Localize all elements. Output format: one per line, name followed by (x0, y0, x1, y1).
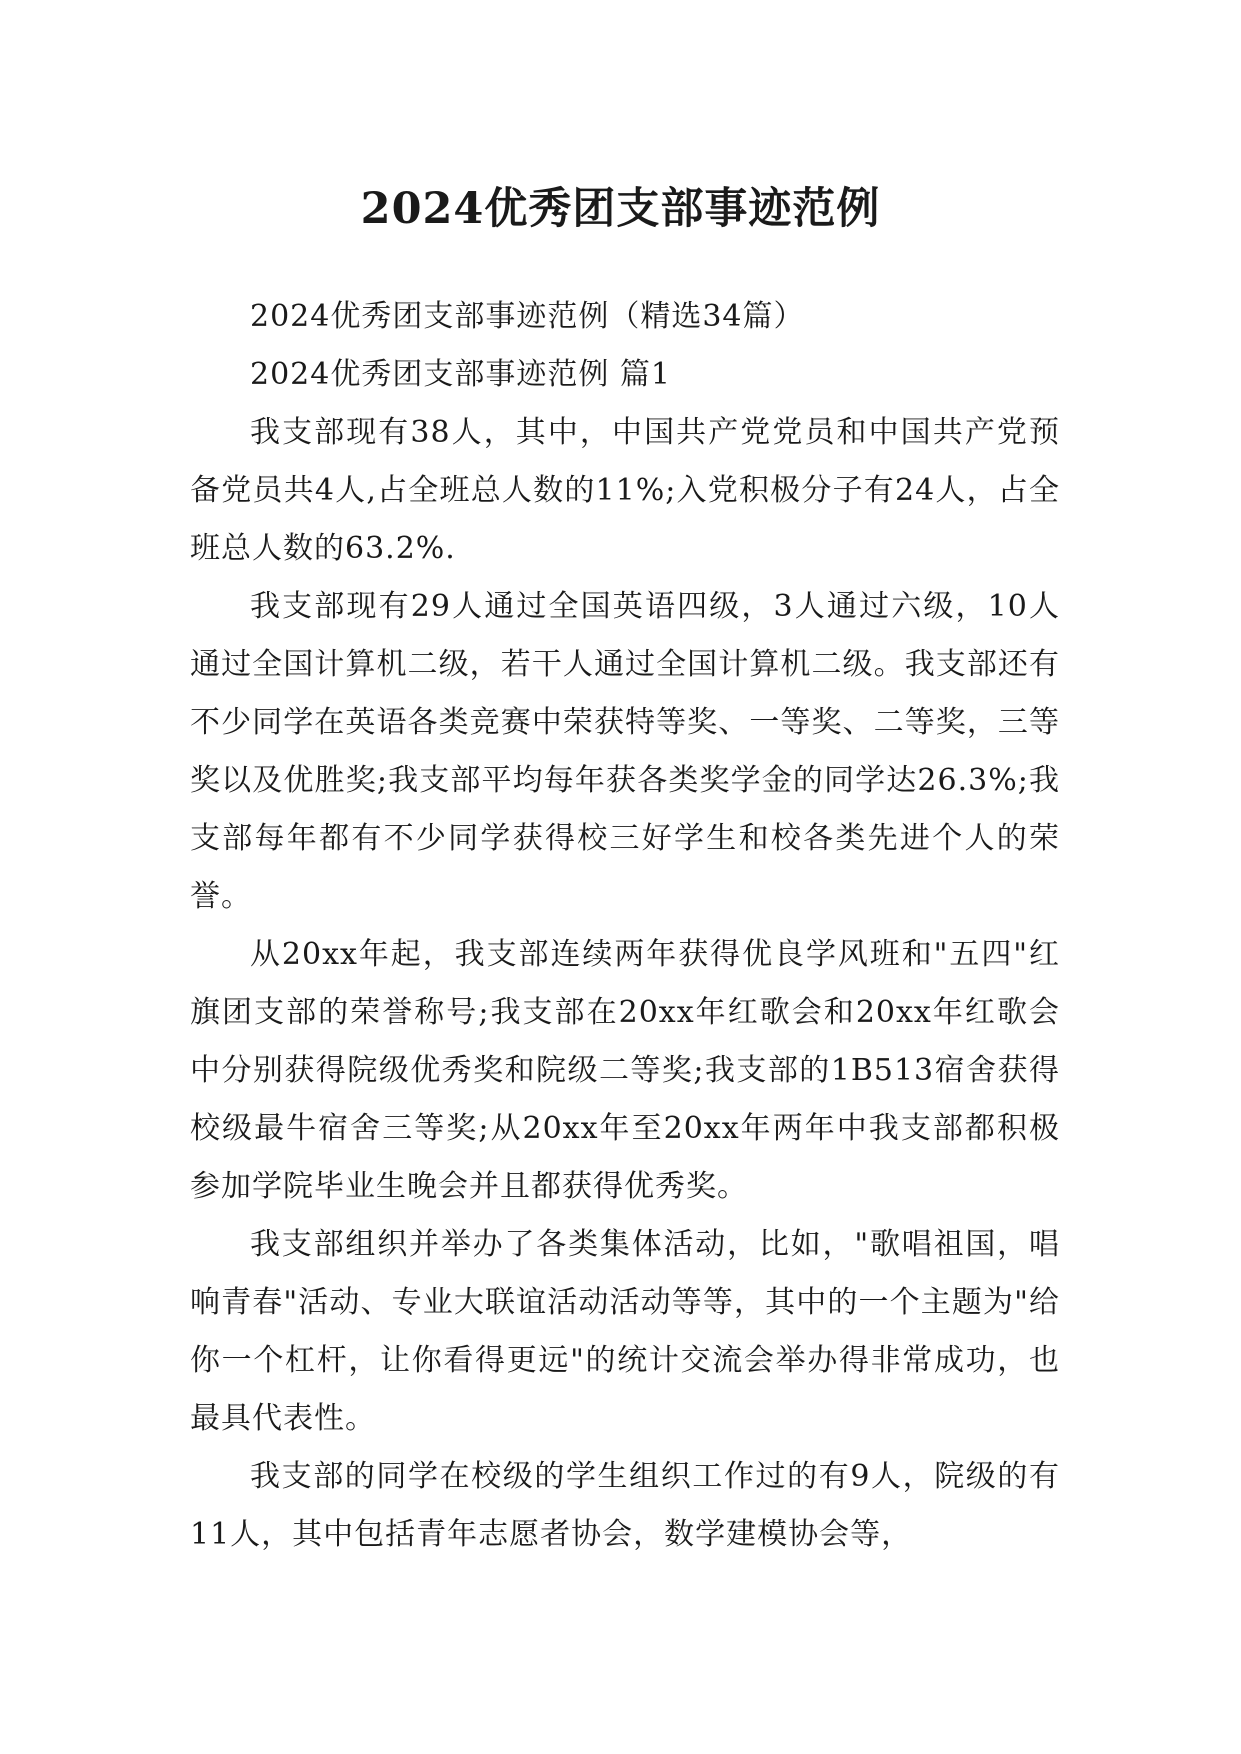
paragraph-subtitle: 2024优秀团支部事迹范例（精选34篇） (250, 299, 805, 334)
paragraph-honors: 从20xx年起，我支部连续两年获得优良学风班和"五四"红旗团支部的荣誉称号;我支部在20xx年红歌会和20xx年红歌会中分别获得院级优秀奖和院级二等奖;我支部的1B513宿舍获得校级最牛宿舍三等奖;从20xx年至20xx年两年中我支部都积极参加学院毕业生晚会并且都获得优秀奖。 (190, 937, 1060, 1204)
paragraph-section-heading: 2024优秀团支部事迹范例 篇1 (250, 357, 671, 392)
paragraph-achievements: 我支部现有29人通过全国英语四级，3人通过六级，10人通过全国计算机二级，若干人通过全国计算机二级。我支部还有不少同学在英语各类竞赛中荣获特等奖、一等奖、二等奖，三等奖以及优胜奖;我支部平均每年获各类奖学金的同学达26.3%;我支部每年都有不少同学获得校三好学生和校各类先进个人的荣誉。 (190, 589, 1060, 914)
paragraph-organizations: 我支部的同学在校级的学生组织工作过的有9人，院级的有11人，其中包括青年志愿者协会，数学建模协会等， (190, 1459, 1060, 1552)
document-body (190, 288, 1060, 1564)
document-title: 2024优秀团支部事迹范例 (360, 183, 881, 234)
paragraph-activities: 我支部组织并举办了各类集体活动，比如，"歌唱祖国，唱响青春"活动、专业大联谊活动活动等等，其中的一个主题为"给你一个杠杆，让你看得更远"的统计交流会举办得非常成功，也最具代表性。 (190, 1227, 1060, 1436)
paragraph-members: 我支部现有38人，其中，中国共产党党员和中国共产党预备党员共4人,占全班总人数的11%;入党积极分子有24人，占全班总人数的63.2%. (190, 415, 1060, 566)
